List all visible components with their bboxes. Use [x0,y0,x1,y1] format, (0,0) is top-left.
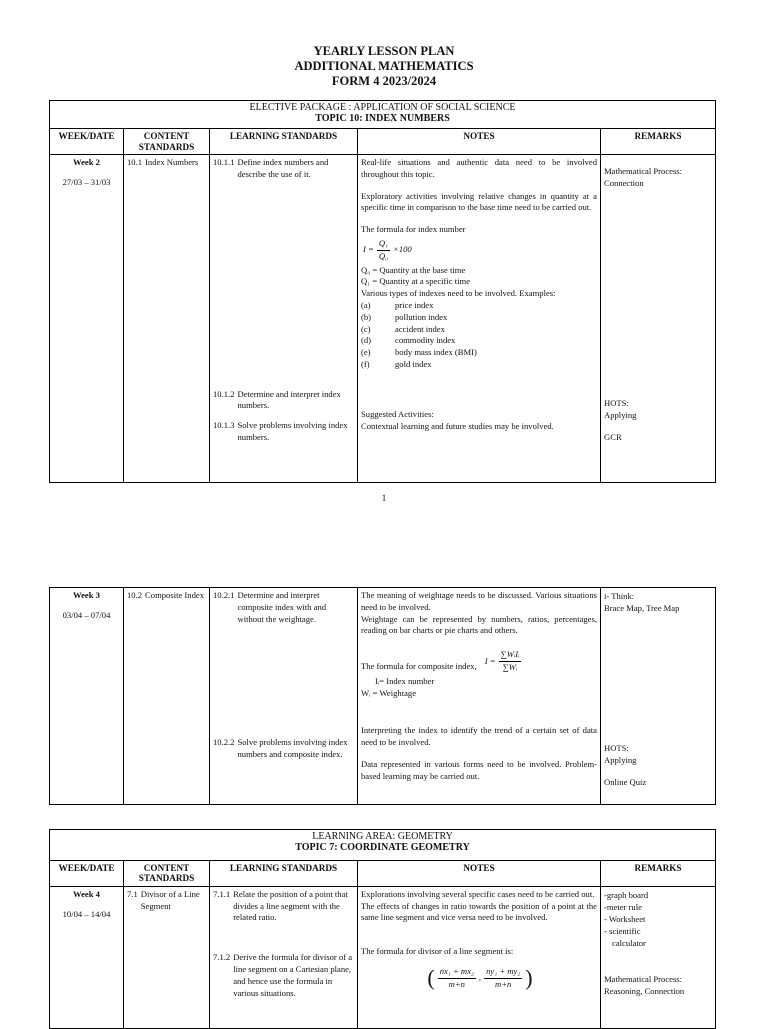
remarks-cell [601,886,716,1028]
content-title: Index Numbers [145,157,199,168]
index-type-text: commodity index [395,335,456,346]
note-text: Various types of indexes need to be involved. Examples: [361,288,556,299]
area-header [50,830,716,861]
formula-lhs: I = [363,244,374,255]
lesson-table-topic10 [49,100,716,483]
col-learning: LEARNING STANDARDS [210,860,358,886]
note-text: Contextual learning and future studies may be involved. [361,420,554,431]
area-header [50,101,716,129]
area-title: LEARNING AREA: GEOMETRY [312,831,453,842]
ls-text: Define index numbers and describe the use of it. [237,157,329,179]
content-code: 7.1 [127,888,138,899]
index-type-item [361,359,597,371]
formula-numerator: ∑WᵢIᵢ [499,649,522,662]
divisor-formula [363,966,597,991]
content-title: Composite Index [145,590,205,600]
remark-text: HOTS: [604,398,629,409]
remark-text: Brace Map, Tree Map [604,603,680,613]
note-text: The meaning of weightage needs to be discussed. Various situations need to be involved. [361,590,597,612]
index-type-label: (c) [361,323,371,334]
formula-y-denominator: m+n [495,978,512,989]
remark-text: HOTS: [604,743,629,753]
note-text: Suggested Activities: [361,408,434,419]
learning-cell [210,155,358,483]
index-type-text: body mass index (BMI) [395,347,477,358]
date-range: 27/03 – 31/03 [62,176,111,187]
ls-text: Solve problems involving index numbers. [237,420,348,443]
formula-close-paren: ) [525,965,533,991]
note-text: The formula for index number [361,224,466,235]
remark-text: Applying [604,755,637,765]
index-type-item [361,300,597,312]
ls-code: 10.2.2 [213,737,235,748]
remark-text: GCR [604,432,622,443]
formula-lhs: I = [484,655,496,666]
week-cell [50,588,124,805]
content-cell [124,155,210,483]
index-type-label: (b) [361,311,372,322]
note-text: Explorations involving several specific cases need to be carried out. [361,888,595,899]
index-type-text: gold index [395,359,432,370]
col-content: CONTENT STANDARDS [124,129,210,155]
ls-code: 10.1.3 [213,420,235,431]
index-type-item [361,347,597,359]
formula-rhs: ×100 [393,244,412,255]
topic-title: TOPIC 7: COORDINATE GEOMETRY [295,842,470,853]
formula-fraction [499,649,522,674]
week-label: Week 4 [73,888,100,899]
ls-code: 10.1.1 [213,157,235,168]
ls-code: 7.1.1 [213,888,231,899]
remark-text: - scientific [604,925,641,936]
notes-cell [358,886,601,1028]
composite-formula [485,649,522,674]
date-range: 10/04 – 14/04 [62,908,111,919]
col-notes: NOTES [358,860,601,886]
ls-text: Solve problems involving index numbers and composite index. [237,737,348,760]
note-text: The formula for divisor of a line segment is: [361,946,514,957]
index-type-label: (f) [361,359,370,370]
notes-cell [358,155,601,483]
ls-text: Derive the formula for divisor of a line segment on a Cartesian plane, and hence use the formula in various situations. [233,952,353,998]
content-cell [124,886,210,1028]
week-cell [50,886,124,1028]
note-text: Real-life situations and authentic data need to be involved throughout this topic. [361,157,597,179]
formula-x-fraction [438,966,476,991]
ls-code: 7.1.2 [213,952,231,963]
note-text: Iᵢ= Index number [375,675,435,686]
area-title: ELECTIVE PACKAGE : APPLICATION OF SOCIAL SCIENCE [249,102,516,113]
remark-text: Applying [604,410,637,421]
learning-cell [210,588,358,805]
col-remarks: REMARKS [601,129,716,155]
col-week: WEEK/DATE [50,860,124,886]
content-cell [124,588,210,805]
content-code: 10.2 [127,590,143,600]
date-range: 03/04 – 07/04 [62,609,111,620]
formula-denominator: ∑Wᵢ [502,661,518,672]
remark-text: calculator [612,937,646,948]
week-cell [50,155,124,483]
note-text: Weightage can be represented by numbers, ratios, percentages, reading on bar charts or pie charts and others. [361,613,597,636]
ls-code: 10.1.2 [213,388,235,399]
doc-title-line2: ADDITIONAL MATHEMATICS [294,59,474,73]
ls-text: Determine and interpret composite index with and without the weightage. [237,590,327,624]
index-type-label: (d) [361,335,372,346]
page-number: 1 [381,493,387,503]
formula-open-paren: ( [427,965,435,991]
topic-title: TOPIC 10: INDEX NUMBERS [315,113,450,124]
col-learning: LEARNING STANDARDS [210,129,358,155]
formula-comma: , [478,972,482,983]
remark-text: Reasoning, Connection [604,985,685,996]
formula-denominator: Q₀ [378,250,389,261]
note-text: The formula for composite index, [361,660,477,671]
formula-y-numerator: ny₁ + my₂ [484,966,522,979]
index-type-text: accident index [395,323,445,334]
content-code: 10.1 [127,157,143,168]
note-text: Exploratory activities involving relative changes in quantity at a specific time in comparison to the base time need to be carried out. [361,190,597,213]
remark-text: -graph board [604,889,649,900]
week-label: Week 2 [73,157,100,168]
note-text: Q₀ = Quantity at the base time [361,264,466,275]
remark-text: - Worksheet [604,913,646,924]
doc-title-line3: FORM 4 2023/2024 [331,74,437,88]
remarks-cell [601,155,716,483]
remark-text: Connection [604,178,644,189]
lesson-table-composite-index [49,587,716,805]
index-type-text: price index [395,300,434,311]
week-label: Week 3 [73,590,100,600]
remark-text: Mathematical Process: [604,973,683,984]
col-remarks: REMARKS [601,860,716,886]
note-text: Interpreting the index to identify the trend of a certain set of data need to be involved. [361,725,597,748]
remark-text: i- Think: [604,591,635,601]
formula-numerator: Q₁ [377,238,390,251]
col-content: CONTENT STANDARDS [124,860,210,886]
index-type-item [361,335,597,347]
index-type-item [361,312,597,324]
remark-text: Online Quiz [604,777,647,787]
note-text: Wᵢ = Weightage [361,687,417,698]
note-text: The effects of changes in ratio towards the position of a point at the same line segment and vice versa need to be involved. [361,900,597,923]
learning-cell [210,886,358,1028]
index-type-label: (a) [361,300,371,311]
lesson-table-topic7 [49,829,716,1029]
formula-y-fraction [484,966,522,991]
formula-x-numerator: nx₁ + mx₂ [438,966,476,979]
remark-text: -meter rule [604,901,642,912]
index-type-text: pollution index [395,311,448,322]
col-week: WEEK/DATE [50,129,124,155]
formula-fraction [377,238,390,263]
index-type-item [361,324,597,336]
formula-x-denominator: m+n [448,978,465,989]
note-text: Data represented in various forms need to be involved. Problem-based learning may be carried out. [361,758,597,781]
index-formula [363,238,597,263]
notes-cell [358,588,601,805]
ls-text: Determine and interpret index numbers. [237,388,341,411]
remarks-cell [601,588,716,805]
doc-title-line1: YEARLY LESSON PLAN [313,44,455,58]
note-text: Q₁ = Quantity at a specific time [361,276,471,287]
remark-text: Mathematical Process: [604,166,683,177]
col-notes: NOTES [358,129,601,155]
content-title: Divisor of a Line Segment [140,888,200,911]
ls-code: 10.2.1 [213,590,235,600]
ls-text: Relate the position of a point that divides a line segment with the related ratio. [233,888,348,923]
index-type-label: (e) [361,347,371,358]
index-types-list [361,300,597,371]
